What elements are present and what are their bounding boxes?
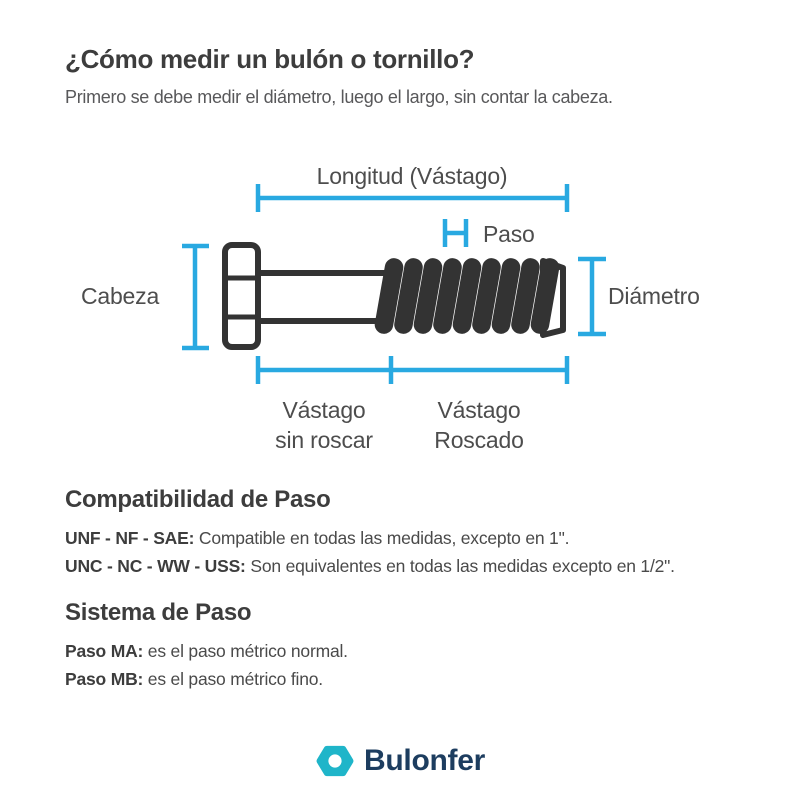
label-vastago-sin-roscar bbox=[244, 395, 404, 455]
bolt-head bbox=[225, 245, 258, 347]
label-vastago-roscado-line2: Roscado bbox=[434, 427, 524, 453]
compat-line-1-text: Compatible en todas las medidas, excepto en 1". bbox=[194, 528, 570, 548]
label-vastago-sin-roscar-line2: sin roscar bbox=[275, 427, 373, 453]
brand-footer bbox=[0, 744, 800, 778]
section-heading-compatibilidad: Compatibilidad de Paso bbox=[65, 486, 331, 513]
sistema-line-2 bbox=[65, 665, 348, 693]
label-vastago-roscado-line1: Vástago bbox=[437, 397, 521, 423]
compat-line-2 bbox=[65, 552, 675, 580]
brand-name: Bulonfer bbox=[364, 744, 485, 777]
section-heading-sistema: Sistema de Paso bbox=[65, 599, 252, 626]
sistema-line-2-text: es el paso métrico fino. bbox=[143, 669, 323, 689]
compat-line-2-text: Son equivalentes en todas las medidas excepto en 1/2". bbox=[245, 556, 675, 576]
bolt-threads bbox=[379, 263, 554, 329]
label-cabeza: Cabeza bbox=[80, 283, 160, 309]
label-diametro: Diámetro bbox=[608, 283, 700, 309]
sistema-line-1-text: es el paso métrico normal. bbox=[143, 641, 348, 661]
section-body-sistema bbox=[65, 637, 348, 693]
label-vastago-sin-roscar-line1: Vástago bbox=[282, 397, 366, 423]
label-vastago-roscado bbox=[399, 395, 559, 455]
hex-nut-logo-icon bbox=[315, 744, 355, 778]
sistema-line-1 bbox=[65, 637, 348, 665]
compat-line-1-prefix: UNF - NF - SAE: bbox=[65, 528, 195, 548]
page-subtitle: Primero se debe medir el diámetro, luego el largo, sin contar la cabeza. bbox=[65, 87, 613, 107]
label-paso: Paso bbox=[483, 221, 535, 247]
sistema-line-1-prefix: Paso MA: bbox=[65, 641, 144, 661]
label-longitud: Longitud (Vástago) bbox=[316, 163, 508, 189]
sistema-line-2-prefix: Paso MB: bbox=[65, 669, 144, 689]
bolt-shape bbox=[225, 245, 563, 347]
compat-line-2-prefix: UNC - NC - WW - USS: bbox=[65, 556, 246, 576]
section-body-compatibilidad bbox=[65, 524, 675, 580]
page-title: ¿Cómo medir un bulón o tornillo? bbox=[65, 44, 475, 74]
compat-line-1 bbox=[65, 524, 675, 552]
